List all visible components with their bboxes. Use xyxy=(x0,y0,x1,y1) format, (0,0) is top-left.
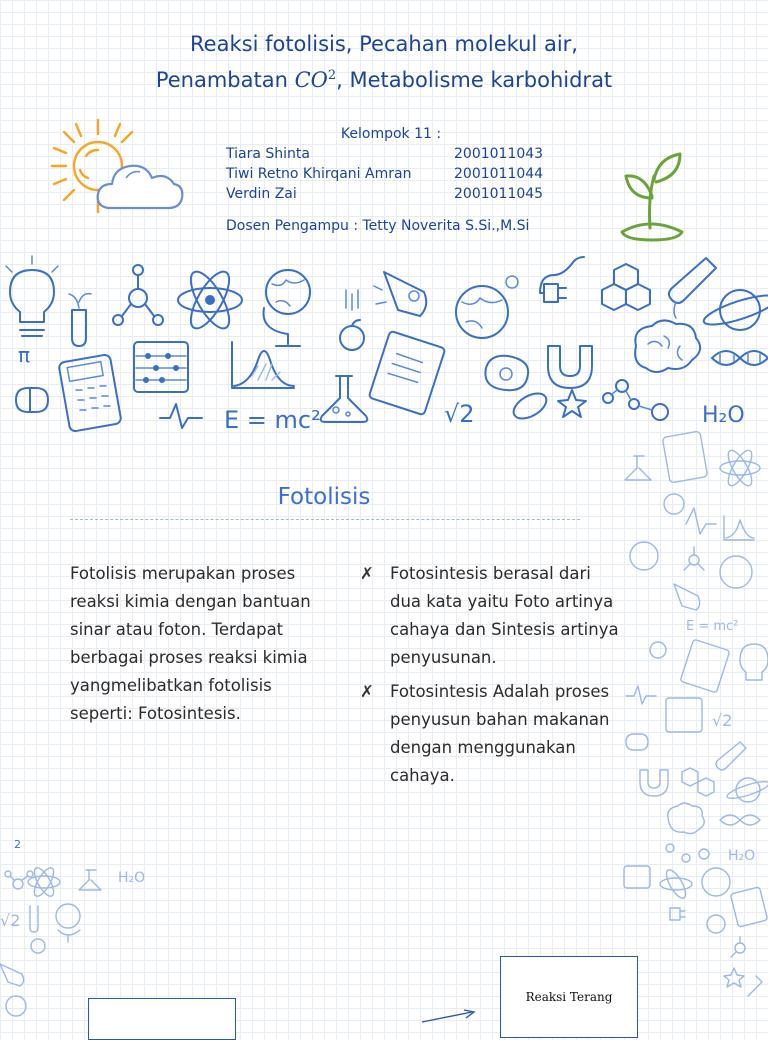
water-formula: H₂O xyxy=(702,403,745,428)
co2-formula xyxy=(295,68,337,92)
abacus-icon xyxy=(134,342,188,392)
plug-icon xyxy=(540,257,584,302)
page-number: 2 xyxy=(14,838,21,851)
heartbeat-icon xyxy=(686,508,716,534)
cross-bullet-icon: ✗ xyxy=(360,682,374,701)
molecule-icon xyxy=(113,265,163,325)
star-icon xyxy=(558,390,586,417)
member-name: Verdin Zai xyxy=(226,186,297,202)
test-tube-icon xyxy=(669,258,716,318)
member-name: Tiwi Retno Khirqani Amran xyxy=(226,166,412,182)
reaksi-terang-label: Reaksi Terang xyxy=(525,990,613,1004)
planet-icon xyxy=(701,290,768,331)
co2-exponent: 2 xyxy=(327,68,337,83)
sqrt-2-small: √2 xyxy=(712,711,733,730)
fotolisis-paragraph: Fotolisis merupakan proses reaksi kimia dengan bantuan sinar atau foton. Terdapat berbagai proses reaksi kimia yangmelibatkan fotolisis seperti: Fotosintesis. xyxy=(70,564,311,723)
bacteria-icon xyxy=(509,388,550,423)
brain-icon xyxy=(635,320,700,372)
formula-emc2: E = mc² xyxy=(224,406,321,434)
atom-icon xyxy=(28,865,60,899)
apple-icon xyxy=(340,290,364,350)
member-id: 2001011043 xyxy=(454,146,544,162)
pi-symbol: π xyxy=(18,343,31,367)
lightbulb-icon xyxy=(740,644,768,680)
formula-emc2-small: E = mc² xyxy=(686,619,739,634)
rocket-icon xyxy=(0,964,24,986)
book-icon xyxy=(369,331,446,415)
page-title xyxy=(0,28,768,96)
atom-icon xyxy=(720,447,760,489)
dna-icon xyxy=(720,815,760,825)
member-row xyxy=(226,164,556,184)
water-formula-small: H₂O xyxy=(728,848,756,864)
calculator-icon xyxy=(58,354,121,432)
globe-icon xyxy=(630,542,658,570)
diagram-box xyxy=(88,998,236,1040)
planet-icon xyxy=(6,996,26,1016)
globe-icon xyxy=(456,276,518,338)
group-info xyxy=(226,126,556,234)
title-line-2-suffix: , Metabolisme karbohidrat xyxy=(336,68,613,92)
co2-text: CO xyxy=(294,68,328,92)
member-name: Tiara Shinta xyxy=(226,146,310,162)
star-icon xyxy=(724,968,744,987)
group-header: Kelompok 11 : xyxy=(340,126,442,142)
list-item xyxy=(360,560,622,672)
apple-icon xyxy=(650,642,666,658)
bell-curve-icon xyxy=(232,342,294,388)
cross-bullet-icon: ✗ xyxy=(360,564,374,583)
flask-icon xyxy=(321,376,368,422)
reaksi-terang-box xyxy=(500,956,638,1038)
atom-icon xyxy=(660,867,692,901)
plug-icon xyxy=(670,908,685,920)
heartbeat-icon xyxy=(160,404,202,428)
magnet-icon xyxy=(548,346,592,388)
magnet-icon xyxy=(640,770,668,796)
planet-icon xyxy=(726,778,768,802)
book-icon xyxy=(730,887,767,927)
flask-icon xyxy=(79,870,101,890)
hexagon-molecule-icon xyxy=(602,264,650,310)
test-tube-icon xyxy=(30,906,38,932)
bell-curve-icon xyxy=(724,516,754,540)
sprout-icon xyxy=(614,146,686,242)
cell-icon xyxy=(485,356,528,390)
science-doodle-band xyxy=(0,250,768,440)
title-line-1: Reaksi fotolisis, Pecahan molekul air, xyxy=(190,32,578,56)
test-tube-icon xyxy=(716,742,746,770)
list-item xyxy=(360,678,622,790)
sqrt-2-small: √2 xyxy=(0,911,21,930)
heartbeat-icon xyxy=(626,686,656,704)
lightbulb-icon xyxy=(6,256,58,336)
cloud-icon xyxy=(96,152,186,216)
calculator-icon xyxy=(662,431,707,483)
member-row xyxy=(226,144,556,164)
member-row xyxy=(226,184,556,204)
rocket-icon xyxy=(374,272,426,316)
apple-icon xyxy=(31,939,45,953)
title-line-2-prefix: Penambatan xyxy=(155,68,295,92)
network-molecule-icon xyxy=(666,844,709,862)
diagram-arrow xyxy=(420,1008,480,1024)
section-heading: Fotolisis xyxy=(277,484,371,510)
flask-icon xyxy=(625,456,651,480)
test-tube-icon xyxy=(69,294,91,346)
pill-icon xyxy=(16,388,48,412)
pill-icon xyxy=(626,734,648,750)
globe-icon xyxy=(56,904,80,942)
rocket-icon xyxy=(674,584,700,610)
bottom-left-doodles xyxy=(0,860,150,1020)
molecule-icon xyxy=(731,937,745,957)
bullet-list xyxy=(360,560,622,796)
title-line-2 xyxy=(0,60,768,96)
bullet-text: Fotosintesis berasal dari dua kata yaitu Foto artinya cahaya dan Sintesis artinya penyusunan. xyxy=(390,564,619,667)
cell-icon xyxy=(664,494,684,514)
hexagon-molecule-icon xyxy=(682,768,714,796)
section-divider xyxy=(70,519,580,520)
member-id: 2001011044 xyxy=(454,166,544,182)
cell-icon xyxy=(707,915,725,933)
globe-icon xyxy=(264,270,311,346)
water-formula-small: H₂O xyxy=(118,870,146,886)
test-tube-icon xyxy=(748,976,762,996)
brain-icon xyxy=(668,803,705,834)
sqrt-2: √2 xyxy=(444,400,475,428)
dna-icon xyxy=(712,351,768,365)
calculator-icon xyxy=(624,866,650,888)
network-molecule-icon xyxy=(603,380,668,420)
book-icon xyxy=(680,639,730,693)
molecule-icon xyxy=(684,547,704,570)
lecturer-line: Dosen Pengampu : Tetty Noverita S.Si.,M.Si xyxy=(226,218,530,234)
globe-icon xyxy=(702,868,730,896)
bullet-text: Fotosintesis Adalah proses penyusun bahan makanan dengan menggunakan cahaya. xyxy=(390,682,610,785)
globe-icon xyxy=(720,556,752,588)
member-id: 2001011045 xyxy=(454,186,544,202)
abacus-icon xyxy=(666,698,702,732)
atom-icon xyxy=(178,266,242,333)
